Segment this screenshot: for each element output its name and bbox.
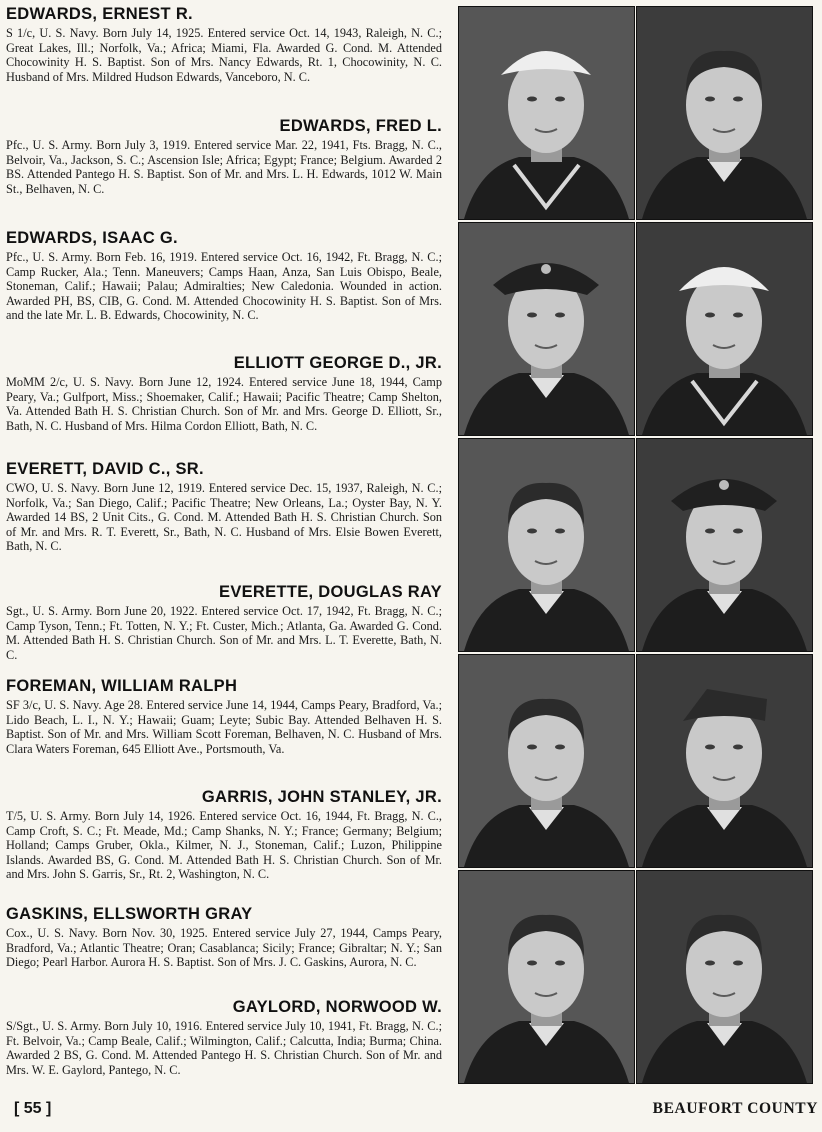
entry-gaylord-norwood <box>6 997 442 1077</box>
entry-foreman-william <box>6 676 442 756</box>
portrait-photo-edwards-isaac <box>458 222 635 436</box>
portrait-photo-everette-douglas <box>636 438 813 652</box>
portrait-silhouette <box>637 439 812 651</box>
entry-bio: S/Sgt., U. S. Army. Born July 10, 1916. Entered service July 10, 1941, Ft. Bragg, N. C.; Ft. Belvoir, Va.; Camp Beale, Calif.; Wilmington, Calif.; Calcutta, India; Burma; China. Awarded 2 BS, G. Cond. M. Attended Pantego H. S. Christian Church. Son of Mr. and Mrs. W. E. Gaylord, Pantego, N. C. <box>6 1019 442 1077</box>
portrait-silhouette <box>637 7 812 219</box>
entry-name: EDWARDS, FRED L. <box>279 117 442 135</box>
entry-edwards-isaac <box>6 228 442 323</box>
portrait-photo-everett-david <box>458 438 635 652</box>
portrait-silhouette <box>459 439 634 651</box>
portrait-photo-foreman-william <box>458 654 635 868</box>
entry-name: GASKINS, ELLSWORTH GRAY <box>6 905 253 923</box>
entry-name: EDWARDS, ERNEST R. <box>6 5 193 23</box>
portrait-photo-elliott-george <box>636 222 813 436</box>
entry-bio: CWO, U. S. Navy. Born June 12, 1919. Entered service Dec. 15, 1937, Raleigh, N. C.; Norfolk, Va.; San Diego, Calif.; Pacific Theatre; New Orleans, La.; Oyster Bay, N. Y. Awarded 14 BS, 2 Unit Cits., G. Cond. M. Attended Bath H. S. Christian Church. Son of Mr. and Mrs. R. T. Everett, Sr., Bath, N. C. Husband of Mrs. Elsie Bowen Everett, Bath, N. C. <box>6 481 442 554</box>
entry-name: FOREMAN, WILLIAM RALPH <box>6 677 238 695</box>
county-label: BEAUFORT COUNTY <box>652 1100 818 1117</box>
page-number: [ 55 ] <box>14 1100 52 1117</box>
portrait-silhouette <box>637 223 812 435</box>
entry-bio: Pfc., U. S. Army. Born Feb. 16, 1919. Entered service Oct. 16, 1942, Ft. Bragg, N. C.; Camp Rucker, Ala.; Tenn. Maneuvers; Camps Haan, Anza, San Luis Obispo, Beale, Stoneman, Calif.; Hawaii; Palau; Admiralties; New Caledonia. Wounded in action. Awarded PH, BS, CIB, G. Cond. M. Attended Chocowinity H. S. Baptist. Son of Mrs. and the late Mr. L. B. Edwards, Chocowinity, N. C. <box>6 250 442 323</box>
entry-name: GARRIS, JOHN STANLEY, JR. <box>201 788 442 806</box>
entry-bio: Cox., U. S. Navy. Born Nov. 30, 1925. Entered service July 27, 1944, Camps Peary, Bradford, Va.; Atlantic Theatre; Oran; Casablanca; Sicily; France; Gibraltar; N. Y.; San Diego; Pearl Harbor. Aurora H. S. Baptist. Son of Mrs. J. C. Gaskins, Aurora, N. C. <box>6 926 442 970</box>
portrait-silhouette <box>459 223 634 435</box>
entry-name: GAYLORD, NORWOOD W. <box>232 998 442 1016</box>
entry-bio: MoMM 2/c, U. S. Navy. Born June 12, 1924. Entered service June 18, 1944, Camp Peary, Va.; Gulfport, Miss.; Shoemaker, Calif.; Hawaii; Pacific Theatre; Camp Shelton, Va. Attended Bath H. S. Christian Church. Son of Mr. and Mrs. George D. Elliott, Sr., Bath, N. C. Husband of Mrs. Hilma Cordon Elliott, Bath, N. C. <box>6 375 442 433</box>
entry-bio: S 1/c, U. S. Navy. Born July 14, 1925. Entered service Oct. 14, 1943, Raleigh, N. C.; Great Lakes, Ill.; Norfolk, Va.; Africa; Miami, Fla. Awarded G. Cond. M. Attended Chocowinity H. S. Baptist. Son of Mrs. Nancy Edwards, Rt. 1, Chocowinity, N. C. Husband of Mrs. Mildred Hudson Edwards, Vanceboro, N. C. <box>6 26 442 84</box>
entry-gaskins-ellsworth <box>6 904 442 970</box>
entry-everette-douglas <box>6 582 442 662</box>
portrait-photo-gaylord-norwood <box>636 870 813 1084</box>
entry-name: EDWARDS, ISAAC G. <box>6 229 178 247</box>
entry-bio: T/5, U. S. Army. Born July 14, 1926. Entered service Oct. 16, 1944, Ft. Bragg, N. C., Camp Croft, S. C.; Ft. Meade, Md.; Camp Shanks, N. Y.; France; Germany; Belgium; Holland; Camps Gruber, Okla., Kilmer, N. J., Stoneman, Calif.; Luzon, Philippine Islands. Awarded BS, G. Cond. M. Attended Bath H. S. Christian Church. Son of Mr. and Mrs. John S. Garris, Sr., Rt. 2, Washington, N. C. <box>6 809 442 882</box>
entry-name: EVERETT, DAVID C., SR. <box>6 460 204 478</box>
portrait-silhouette <box>637 655 812 867</box>
entry-garris-john <box>6 787 442 882</box>
entry-elliott-george <box>6 353 442 433</box>
entry-bio: Pfc., U. S. Army. Born July 3, 1919. Entered service Mar. 22, 1941, Fts. Bragg, N. C., Belvoir, Va., Jackson, S. C.; Ascension Isle; Africa; Egypt; France; Belgium. Awarded 2 BS. Attended Pantego H. S. Baptist. Son of Mr. and Mrs. L. H. Edwards, 1012 W. Main St., Belhaven, N. C. <box>6 138 442 196</box>
portrait-photo-edwards-fred <box>636 6 813 220</box>
entry-edwards-fred <box>6 116 442 196</box>
entry-name: ELLIOTT GEORGE D., JR. <box>233 354 442 372</box>
entry-everett-david <box>6 459 442 554</box>
portrait-silhouette <box>459 7 634 219</box>
entry-name: EVERETTE, DOUGLAS RAY <box>219 583 442 601</box>
entry-edwards-ernest <box>6 4 442 84</box>
portrait-silhouette <box>459 655 634 867</box>
portrait-grid <box>458 6 814 1084</box>
portrait-photo-edwards-ernest <box>458 6 635 220</box>
entry-bio: SF 3/c, U. S. Navy. Age 28. Entered service June 14, 1944, Camps Peary, Bradford, Va.; Lido Beach, L. I., N. Y.; Hawaii; Guam; Leyte; Subic Bay. Attended Belhaven H. S. Baptist. Son of Mr. and Mrs. William Scott Foreman, Belhaven, N. C. Husband of Mrs. Clara Waters Foreman, 645 Elliott Ave., Portsmouth, Va. <box>6 698 442 756</box>
portrait-photo-gaskins-ellsworth <box>458 870 635 1084</box>
portrait-photo-garris-john <box>636 654 813 868</box>
portrait-silhouette <box>459 871 634 1083</box>
entry-bio: Sgt., U. S. Army. Born June 20, 1922. Entered service Oct. 17, 1942, Ft. Bragg, N. C.; Camp Tyson, Tenn.; Ft. Totten, N. Y.; Ft. Custer, Mich.; Atlanta, Ga. Awarded G. Cond. M. Attended Bath H. S. Christian Church. Son of Mr. and Mrs. L. T. Everette, Bath, N. C. <box>6 604 442 662</box>
portrait-silhouette <box>637 871 812 1083</box>
